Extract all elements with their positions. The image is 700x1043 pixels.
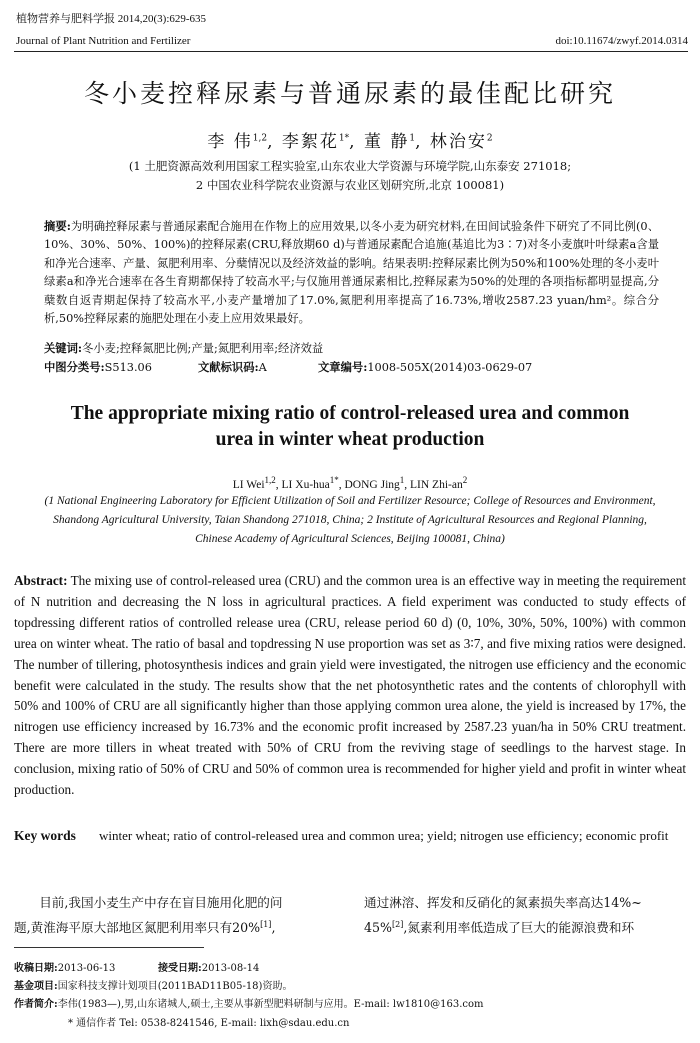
keywords-en-text: winter wheat; ratio of control-released urea and common urea; yield; nitrogen use efficiency; economic profit	[99, 828, 669, 843]
classification-row: 中图分类号:S513.06	[44, 360, 152, 374]
abstract-cn-label: 摘要:	[44, 219, 71, 233]
footnote-author: 作者简介:李伟(1983—),男,山东诸城人,硕士,主要从事新型肥料研制与应用。E-mail: lw1810@163.com	[14, 999, 484, 1010]
affiliation-cn-2: 2 中国农业科学院农业资源与农业区划研究所,北京 100081)	[195, 178, 505, 192]
authors-en: LI Wei$^{1,2}$, LI Xu-hua$^{1*}$, DONG Jing$^1$, LIN Zhi-$an^2$	[232, 475, 468, 491]
author-cn-2: 李絮花	[281, 132, 339, 152]
footnote-fund: 基金项目:国家科技支撑计划项目(2011BAD11B05-18)资助。	[14, 981, 293, 992]
affiliation-en-3: Chinese Academy of Agricultural Sciences, Beijing 100081, China)	[195, 533, 505, 545]
footnote-corresponding: * 通信作者 Tel: 0538-8241546, E-mail: lixh@sdau.edu.cn	[68, 1018, 350, 1029]
journal-header-en: Journal of Plant Nutrition and Fertilizer	[16, 35, 191, 47]
body-right-column: 通过淋溶、挥发和反硝化的氮素损失率高达14%~ 45%[2],氮素利用率低造成了巨大的能源浪费和环	[364, 895, 642, 935]
body-left-column: 目前,我国小麦生产中存在盲目施用化肥的问 题,黄淮海平原大部地区氮肥利用率只有20%[1],	[14, 895, 283, 935]
abstract-en-text: The mixing use of control-released urea (CRU) and the common urea is an effective way in meeting the requirement of N nutrition and decreasing the N loss in agricultural practices. A field experiment was conducted to study effects of topdressing different ratios of controlled release urea (CRU, release period 60 d) (0, 10%, 30%, 50%, 100%) with common urea on winter wheat. The ratio of basal and topdressing N use proportion was set as 3∶7, and five mixing ratios were designed. The number of tillering, photosynthesis indices and grain yield were investigated, the nitrogen use efficiency and the economic benefit were calculated in the study. The results show that the net photosynthetic rates and the contents of chlorophyll with 50% and 100% of CRU are all significantly higher than those applying common urea alone, the yield is increased by 17%, the nitrogen use efficiency increased by 16.73% and the economic profit increased by 2587.23 yuan/ha in 50% CRU treatment. There are more tillers in wheat treated with 50% of CRU from the reviving stage of seedlings to the harvest stage. In conclusion, mixing ratio of 50% of CRU and 50% of common urea is recommended for higher yield and profit in winter wheat production.	[14, 573, 687, 798]
title-en-line2: urea in winter wheat production	[215, 429, 485, 450]
affiliation-en-2: Shandong Agricultural University, Taian Shandong 271018, China; 2 Institute of Agricultural Resources and Regional Planning,	[53, 514, 647, 526]
header-rule	[14, 51, 688, 52]
doc-code: 文献标识码:A	[198, 360, 267, 374]
affiliation-cn-1: (1 土肥资源高效利用国家工程实验室,山东农业大学资源与环境学院,山东泰安 271018;	[128, 159, 572, 173]
article-number: 文章编号:1008-505X(2014)03-0629-07	[318, 360, 533, 374]
author-cn-4: 林治安	[429, 132, 487, 152]
doi: doi:10.11674/zwyf.2014.0314	[555, 35, 688, 47]
footnote-received: 收稿日期:2013-06-13	[14, 963, 116, 974]
authors-cn: 李 伟$^{1,2}$, 李絮花$^{1*}$, 董 静$^1$, 林治安$^2$	[207, 132, 493, 152]
affiliation-en-1: (1 National Engineering Laboratory for Efficient Utilization of Soil and Fertilizer Resource; College of Resources and Environment,	[44, 495, 656, 507]
title-en-line1: The appropriate mixing ratio of control-released urea and common	[70, 403, 630, 424]
abstract-en-label: Abstract:	[14, 573, 68, 588]
keywords-cn: 关键词:冬小麦;控释氮肥比例;产量;氮肥利用率;经济效益	[44, 341, 324, 355]
footnote-accepted: 接受日期:2013-08-14	[158, 963, 260, 974]
keywords-en-label: Key words	[14, 828, 76, 843]
title-cn: 冬小麦控释尿素与普通尿素的最佳配比研究	[83, 79, 616, 108]
journal-header-cn: 植物营养与肥料学报 2014,20(3):629-635	[16, 13, 207, 25]
abstract-en	[14, 571, 686, 801]
author-cn-1: 李 伟	[207, 132, 253, 152]
abstract-cn	[44, 217, 659, 328]
author-cn-3: 董 静	[363, 132, 410, 152]
abstract-cn-text: 为明确控释尿素与普通尿素配合施用在作物上的应用效果,以冬小麦为研究材料,在田间试验条件下研究了不同比例(0、10%、30%、50%、100%)的控释尿素(CRU,释放期60 d)与普通尿素配合追施(基追比为3∶7)对冬小麦旗叶叶绿素a含量和净光合速率、产量、氮肥利用率、分蘖情况以及经济效益的影响。结果表明:控释尿素比例为50%和100%处理的冬小麦叶绿素a和净光合速率在各生育期都保持了较高水平;与仅施用普通尿素相比,控释尿素为50%的处理的各项指标都明显提高,分蘖数自返青期起保持了较高水平,小麦产量增加了17.0%,氮肥利用率提高了16.73%,增收2587.23 yuan/hm²。综合分析,50%控释尿素的施肥处理在小麦上应用效果最好。	[44, 220, 659, 326]
footnote-rule	[14, 947, 204, 948]
